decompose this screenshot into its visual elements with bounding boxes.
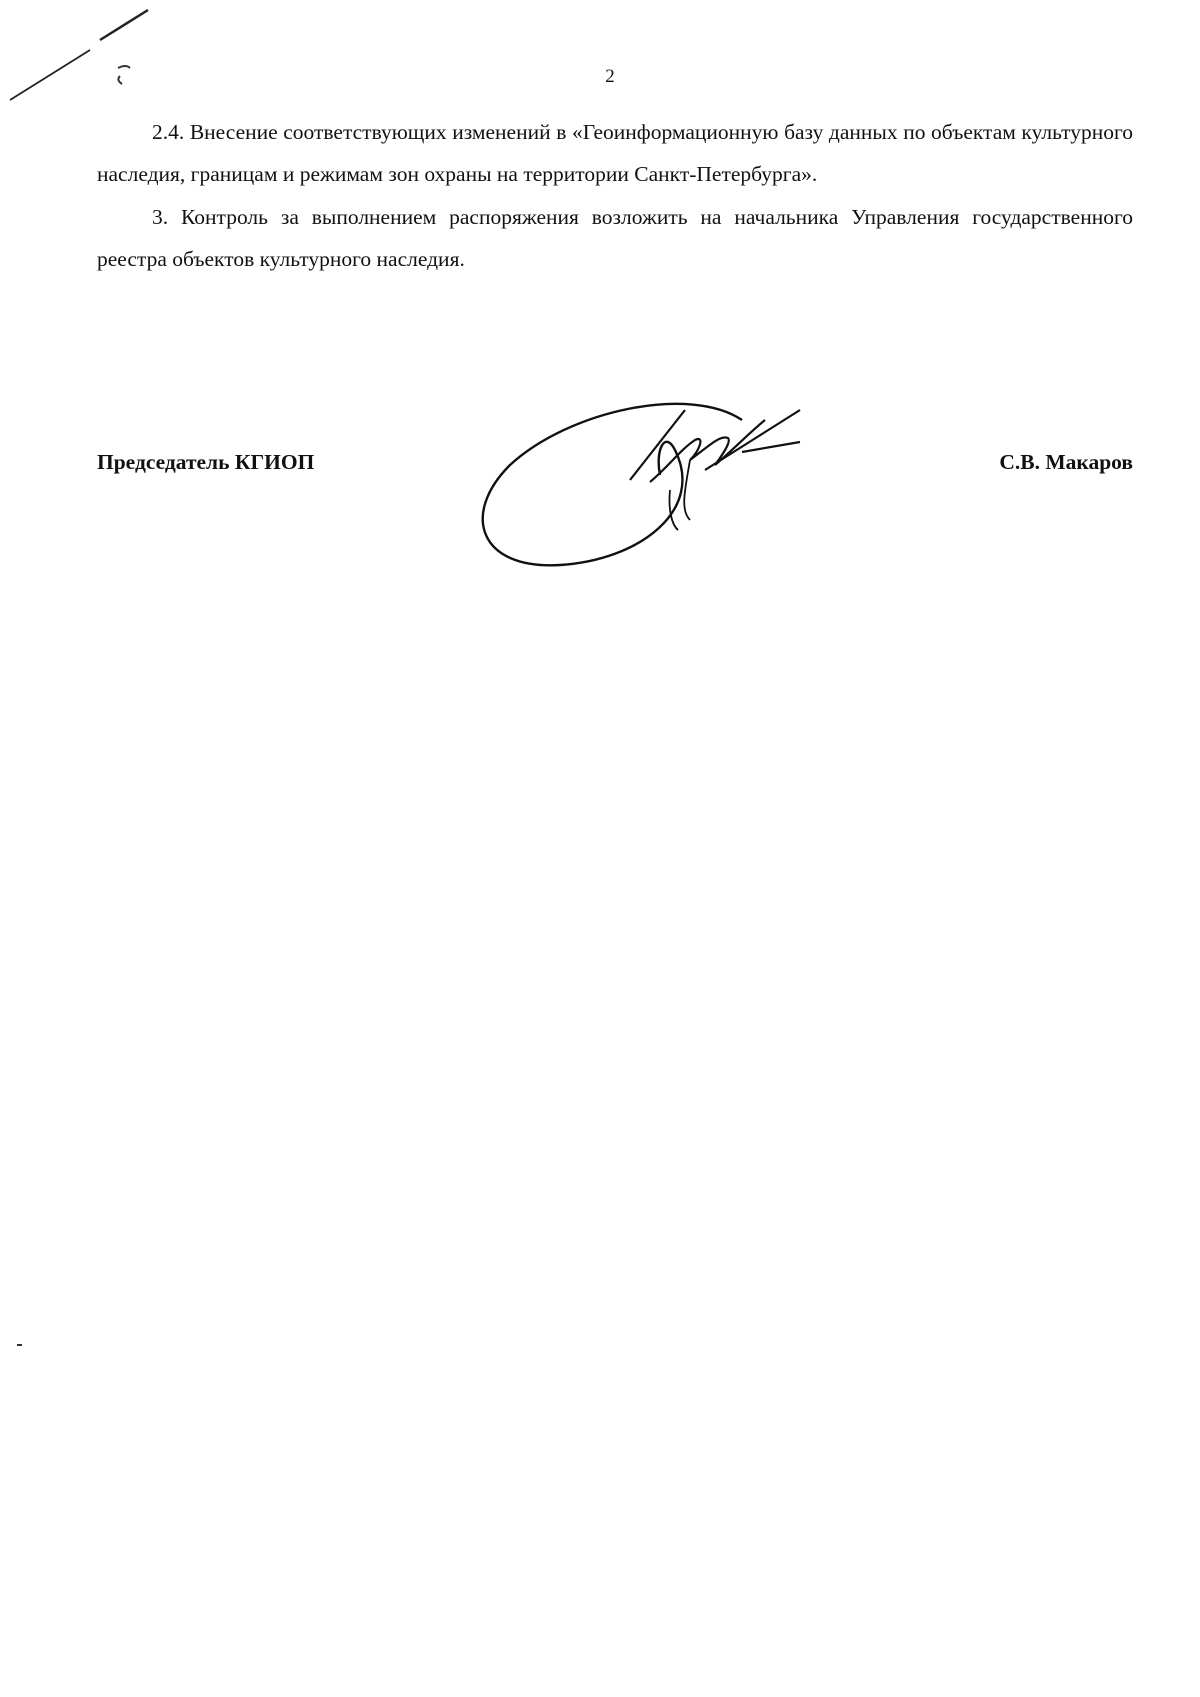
paragraph-3 (97, 196, 1133, 280)
scan-pen-marks (0, 0, 180, 110)
paragraph-2-4 (97, 111, 1133, 195)
signatory-title: Председатель КГИОП (97, 450, 315, 474)
page-number: 2 (605, 66, 615, 87)
scan-speck (17, 1344, 22, 1346)
paragraph-3-text: 3. Контроль за выполнением распоряжения возложить на начальника Управления государственного реестра объектов культурного наследия. (97, 205, 1133, 271)
handwritten-signature (480, 390, 880, 590)
signatory-name: С.В. Макаров (999, 450, 1133, 474)
paragraph-2-4-text: 2.4. Внесение соответствующих изменений в «Геоинформационную базу данных по объектам культурного наследия, границам и режимам зон охраны на территории Санкт-Петербурга». (97, 120, 1133, 186)
